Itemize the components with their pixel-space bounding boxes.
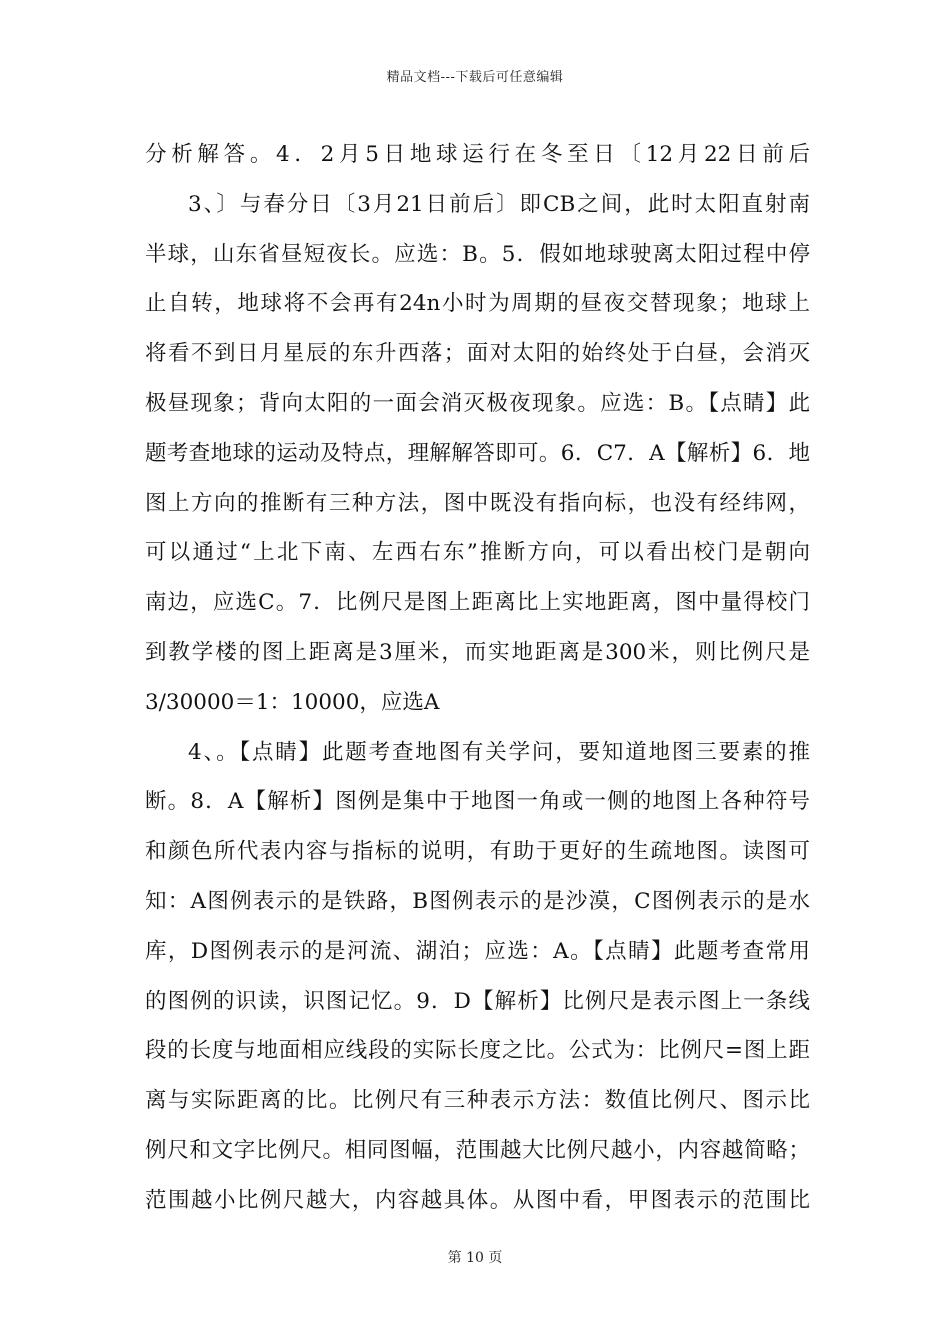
text-line: 止自转，地球将不会再有24n小时为周期的昼夜交替现象；地球上 bbox=[145, 291, 810, 317]
text-line: 分析解答。4．2月5日地球运行在冬至日〔12月22日前后 bbox=[145, 142, 810, 167]
text-line: 和颜色所代表内容与指标的说明，有助于更好的生疏地图。读图可 bbox=[145, 839, 810, 865]
text-line: 的图例的识读，识图记忆。9．D【解析】比例尺是表示图上一条线 bbox=[145, 988, 810, 1014]
text-line: 段的长度与地面相应线段的实际长度之比。公式为：比例尺=图上距 bbox=[145, 1038, 810, 1064]
page-header: 精品文档---下载后可任意编辑 bbox=[386, 70, 564, 85]
text-line: 到教学楼的图上距离是3厘米，而实地距离是300米，则比例尺是 bbox=[145, 639, 810, 665]
text-line: 将看不到日月星辰的东升西落；面对太阳的始终处于白昼，会消灭 bbox=[145, 341, 810, 367]
text-line: 3、〕与春分日〔3月21日前后〕即CB之间，此时太阳直射南 bbox=[188, 191, 810, 217]
text-line: 范围越小比例尺越大，内容越具体。从图中看，甲图表示的范围比 bbox=[145, 1187, 810, 1213]
text-line: 可以通过“上北下南、左西右东”推断方向，可以看出校门是朝向 bbox=[145, 540, 810, 566]
text-line: 题考查地球的运动及特点，理解解答即可。6．C7．A【解析】6．地 bbox=[145, 440, 810, 466]
text-line: 3/30000＝1：10000，应选A bbox=[145, 689, 440, 715]
text-line: 极昼现象；背向太阳的一面会消灭极夜现象。应选：B。【点睛】此 bbox=[145, 390, 810, 416]
text-line: 断。8．A【解析】图例是集中于地图一角或一侧的地图上各种符号 bbox=[145, 789, 810, 815]
text-line: 知：A图例表示的是铁路，B图例表示的是沙漠，C图例表示的是水 bbox=[145, 888, 810, 914]
text-line: 库，D图例表示的是河流、湖泊；应选：A。【点睛】此题考查常用 bbox=[145, 938, 810, 964]
text-line: 图上方向的推断有三种方法，图中既没有指向标，也没有经纬网， bbox=[145, 490, 810, 516]
text-line: 半球，山东省昼短夜长。应选：B。5．假如地球驶离太阳过程中停 bbox=[145, 241, 810, 267]
text-line: 南边，应选C。7．比例尺是图上距离比上实地距离，图中量得校门 bbox=[145, 590, 810, 616]
document-body bbox=[145, 130, 810, 1226]
text-line: 离与实际距离的比。比例尺有三种表示方法：数值比例尺、图示比 bbox=[145, 1088, 810, 1114]
text-line: 4、。【点睛】此题考查地图有关学问，要知道地图三要素的推 bbox=[188, 739, 810, 765]
page-number: 第 10 页 bbox=[447, 1250, 503, 1266]
text-line: 例尺和文字比例尺。相同图幅，范围越大比例尺越小，内容越简略； bbox=[145, 1137, 810, 1163]
